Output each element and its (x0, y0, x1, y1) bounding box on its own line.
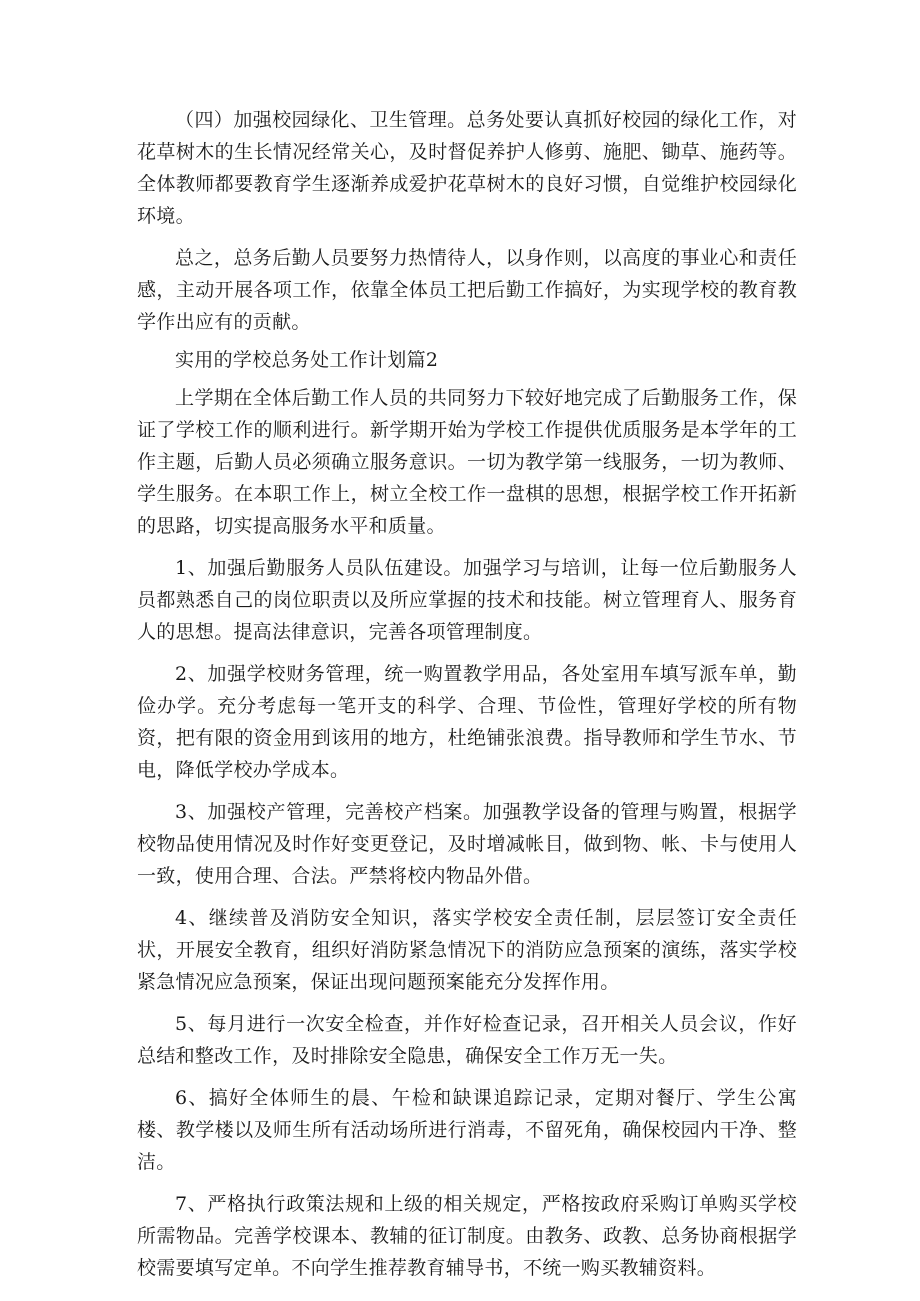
paragraph-summary: 总之，总务后勤人员要努力热情待人，以身作则，以高度的事业心和责任感，主动开展各项工作，依靠全体员工把后勤工作搞好，为实现学校的教育教学作出应有的贡献。 (137, 247, 797, 333)
paragraph-intro: 上学期在全体后勤工作人员的共同努力下较好地完成了后勤服务工作，保证了学校工作的顺利进行。新学期开始为学校工作提供优质服务是本学年的工作主题，后勤人员必须确立服务意识。一切为教学第一线服务，一切为教师、学生服务。在本职工作上，树立全校工作一盘棋的思想，根据学校工作开拓新的思路，切实提高服务水平和质量。 (137, 387, 797, 537)
paragraph-greening: （四）加强校园绿化、卫生管理。总务处要认真抓好校园的绿化工作，对花草树木的生长情况经常关心，及时督促养护人修剪、施肥、锄草、施药等。全体教师都要教育学生逐渐养成爱护花草树木的良好习惯，自觉维护校园绿化环境。 (137, 109, 797, 227)
list-item-5: 5、每月进行一次安全检查，并作好检查记录，召开相关人员会议，作好总结和整改工作，及时排除安全隐患，确保安全工作万无一失。 (137, 1013, 797, 1067)
list-item-6: 6、搞好全体师生的晨、午检和缺课追踪记录，定期对餐厅、学生公寓楼、教学楼以及师生所有活动场所进行消毒，不留死角，确保校园内干净、整洁。 (137, 1087, 797, 1173)
section-heading: 实用的学校总务处工作计划篇2 (175, 349, 439, 371)
list-item-4: 4、继续普及消防安全知识，落实学校安全责任制，层层签订安全责任状，开展安全教育，组织好消防紧急情况下的消防应急预案的演练，落实学校紧急情况应急预案，保证出现问题预案能充分发挥作用。 (137, 907, 797, 993)
list-item-1: 1、加强后勤服务人员队伍建设。加强学习与培训，让每一位后勤服务人员都熟悉自己的岗位职责以及所应掌握的技术和技能。树立管理育人、服务育人的思想。提高法律意识，完善各项管理制度。 (137, 557, 797, 643)
list-item-7: 7、严格执行政策法规和上级的相关规定，严格按政府采购订单购买学校所需物品。完善学校课本、教辅的征订制度。由教务、政教、总务协商根据学校需要填写定单。不向学生推荐教育辅导书，不统一购买教辅资料。 (137, 1193, 797, 1279)
list-item-2: 2、加强学校财务管理，统一购置教学用品，各处室用车填写派车单，勤俭办学。充分考虑每一笔开支的科学、合理、节俭性，管理好学校的所有物资，把有限的资金用到该用的地方，杜绝铺张浪费。指导教师和学生节水、节电，降低学校办学成本。 (137, 663, 797, 781)
list-item-3: 3、加强校产管理，完善校产档案。加强教学设备的管理与购置，根据学校物品使用情况及时作好变更登记，及时增减帐目，做到物、帐、卡与使用人一致，使用合理、合法。严禁将校内物品外借。 (137, 801, 797, 887)
document-body (137, 104, 797, 1294)
